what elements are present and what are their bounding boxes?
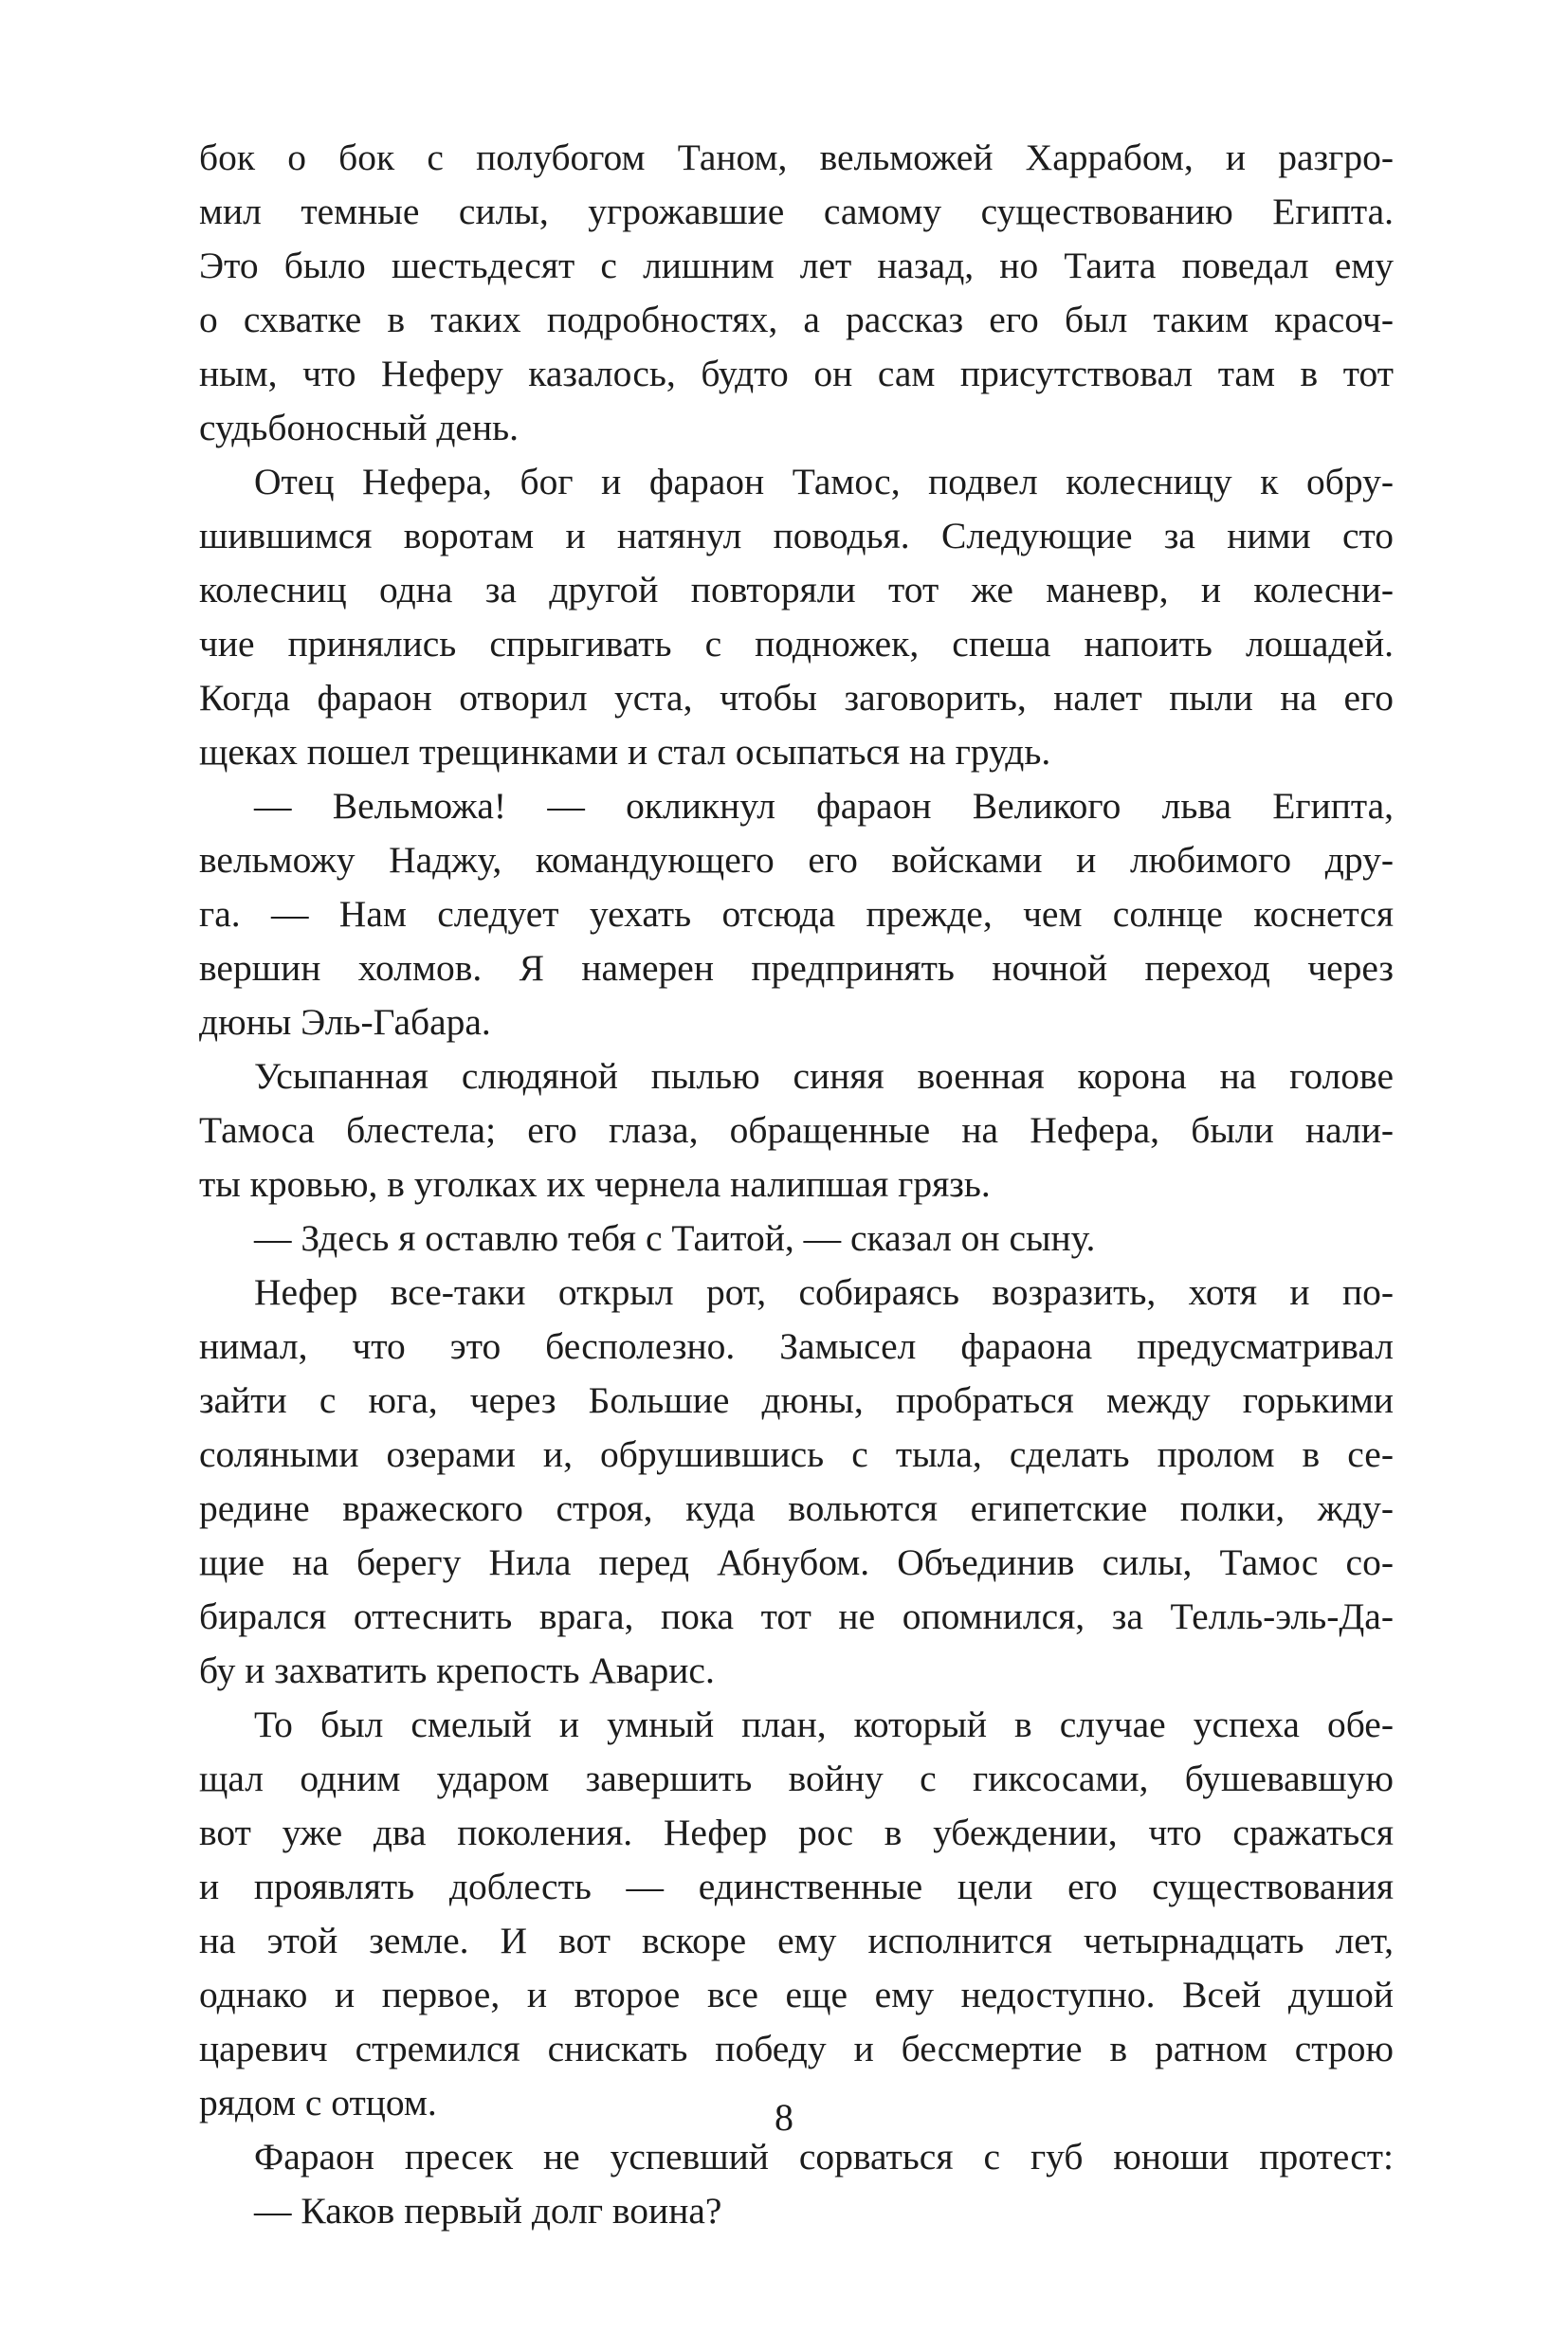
text-line: редине вражеского строя, куда вольются египетские полки, жду- — [199, 1487, 1394, 1529]
text-line: щие на берегу Нила перед Абнубом. Объединив силы, Тамос со- — [199, 1541, 1394, 1583]
text-line: бу и захватить крепость Аварис. — [199, 1649, 715, 1691]
text-line: вельможу Наджу, командующего его войсками и любимого дру- — [199, 839, 1394, 881]
text-line: вот уже два поколения. Нефер рос в убеждении, что сражаться — [199, 1812, 1394, 1853]
text-line: щеках пошел трещинками и стал осыпаться на грудь. — [199, 731, 1051, 773]
text-line: судьбоносный день. — [199, 407, 519, 448]
text-line: То был смелый и умный план, который в случае успеха обе- — [254, 1704, 1394, 1745]
text-line: Тамоса блестела; его глаза, обращенные на Нефера, были нали- — [199, 1109, 1394, 1151]
text-line: рядом с отцом. — [199, 2082, 437, 2123]
text-line: колесниц одна за другой повторяли тот же маневр, и колесни- — [199, 569, 1394, 611]
text-line: щал одним ударом завершить войну с гиксосами, бушевавшую — [199, 1758, 1394, 1799]
text-line: мил темные силы, угрожавшие самому существованию Египта. — [199, 191, 1394, 232]
text-line: Усыпанная слюдяной пылью синяя военная корона на голове — [254, 1055, 1394, 1097]
text-line: бок о бок с полубогом Таном, вельможей Харрабом, и разгро- — [199, 137, 1394, 178]
text-line: вершин холмов. Я намерен предпринять ночной переход через — [199, 947, 1394, 989]
text-line: Отец Нефера, бог и фараон Тамос, подвел колесницу к обру- — [254, 461, 1394, 502]
text-line: шившимся воротам и натянул поводья. Следующие за ними сто — [199, 515, 1394, 556]
text-line: однако и первое, и второе все еще ему недоступно. Всей душой — [199, 1974, 1394, 2015]
body-text — [199, 131, 1394, 2238]
text-line: Нефер все-таки открыл рот, собираясь возразить, хотя и по- — [254, 1271, 1394, 1313]
text-line: дюны Эль-Габара. — [199, 1001, 491, 1043]
text-line: Это было шестьдесят с лишним лет назад, но Таита поведал ему — [199, 245, 1394, 286]
text-line: на этой земле. И вот вскоре ему исполнится четырнадцать лет, — [199, 1920, 1394, 1961]
page-number: 8 — [775, 2096, 793, 2139]
text-line: — Здесь я оставлю тебя с Таитой, — сказал он сыну. — [254, 1217, 1096, 1259]
text-line: нимал, что это бесполезно. Замысел фараона предусматривал — [199, 1325, 1394, 1367]
text-line: — Вельможа! — окликнул фараон Великого льва Египта, — [254, 785, 1394, 827]
text-line: ты кровью, в уголках их чернела налипшая грязь. — [199, 1163, 991, 1205]
text-line: Фараон пресек не успевший сорваться с губ юноши протест: — [254, 2136, 1394, 2178]
text-line: зайти с юга, через Большие дюны, пробраться между горькими — [199, 1379, 1394, 1421]
text-line: царевич стремился снискать победу и бессмертие в ратном строю — [199, 2028, 1394, 2069]
text-line: о схватке в таких подробностях, а рассказ его был таким красоч- — [199, 299, 1394, 340]
text-line: чие принялись спрыгивать с подножек, спеша напоить лошадей. — [199, 623, 1394, 665]
text-line: бирался оттеснить врага, пока тот не опомнился, за Телль-эль-Да- — [199, 1595, 1394, 1637]
text-line: — Каков первый долг воина? — [254, 2190, 722, 2232]
text-line: Когда фараон отворил уста, чтобы заговорить, налет пыли на его — [199, 677, 1394, 719]
text-line: ным, что Неферу казалось, будто он сам присутствовал там в тот — [199, 353, 1394, 394]
text-line: и проявлять доблесть — единственные цели его существования — [199, 1866, 1394, 1907]
text-line: га. — Нам следует уехать отсюда прежде, чем солнце коснется — [199, 893, 1394, 935]
text-line: соляными озерами и, обрушившись с тыла, сделать пролом в се- — [199, 1433, 1394, 1475]
